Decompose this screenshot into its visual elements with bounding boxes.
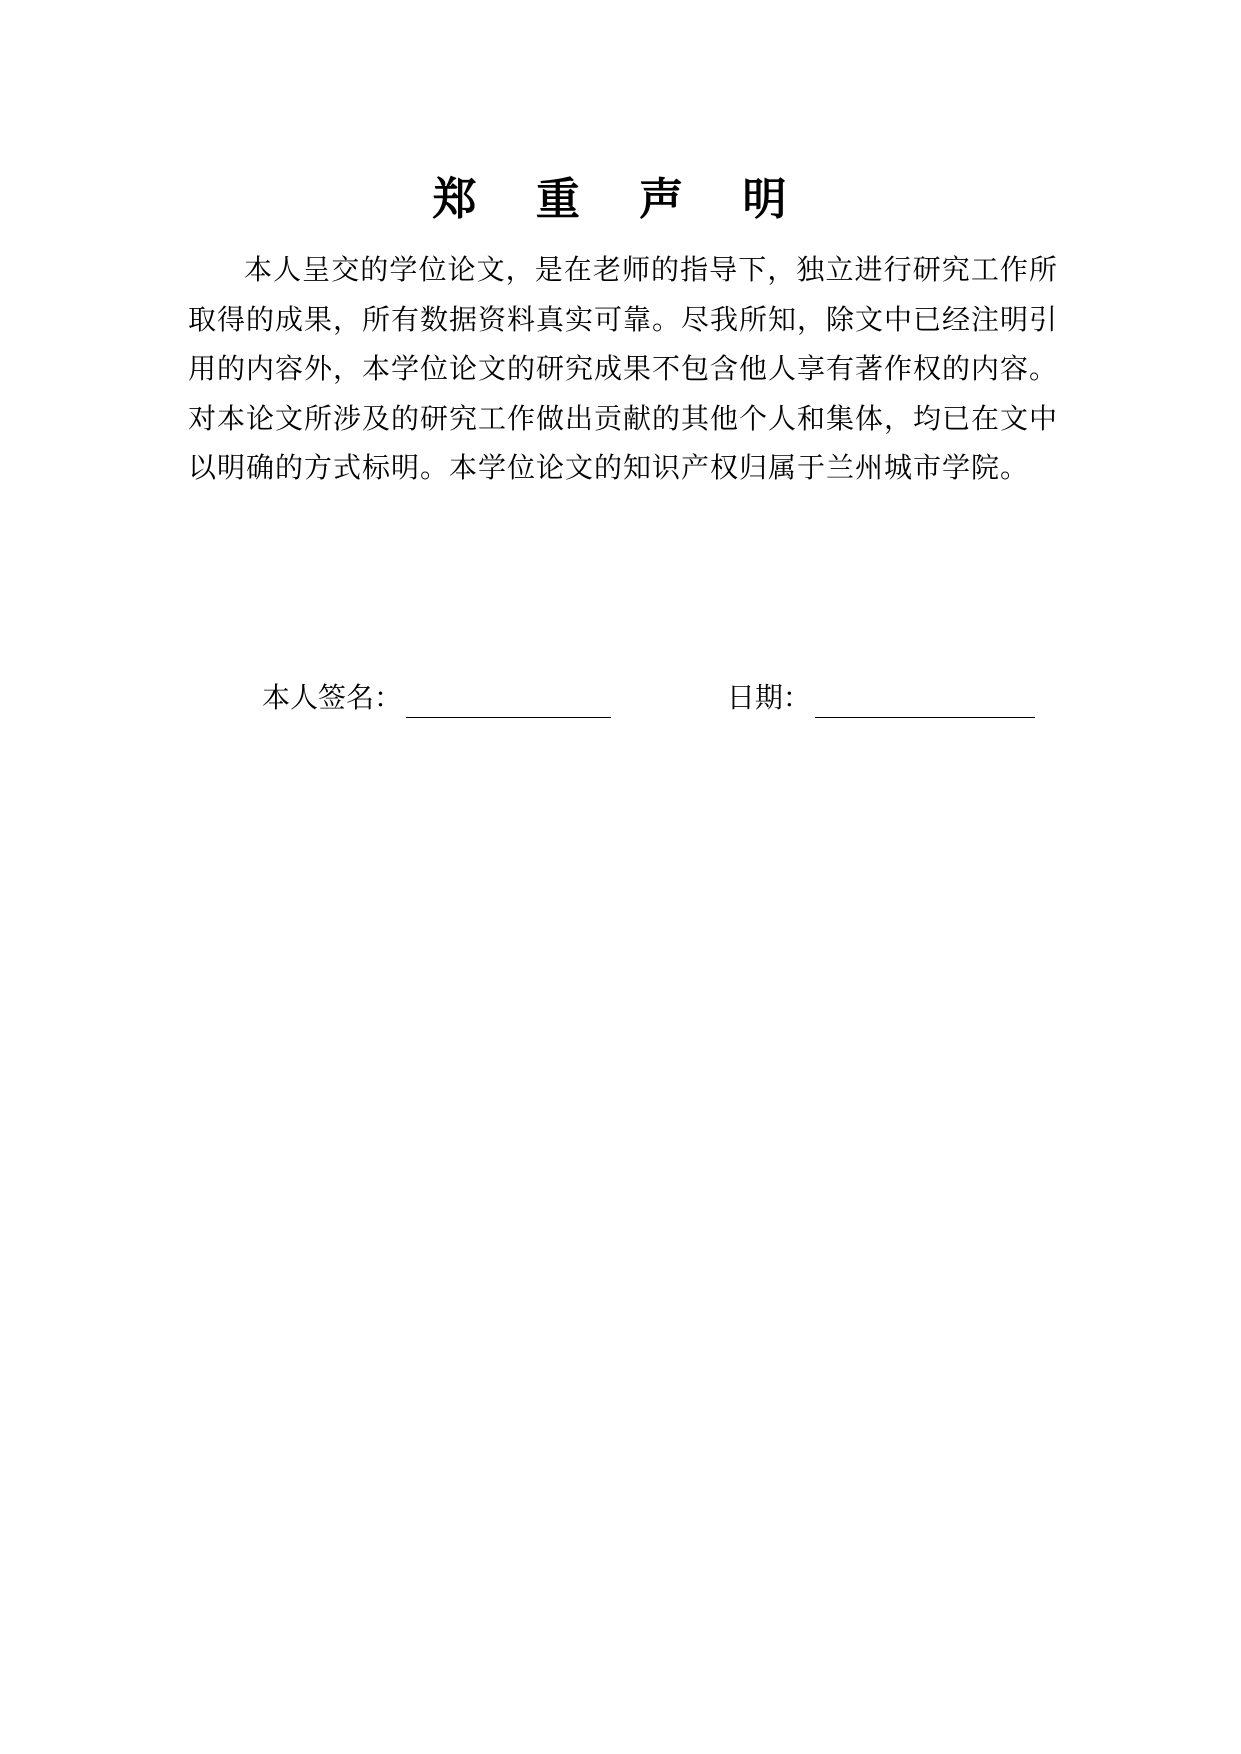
declaration-paragraph: 本人呈交的学位论文，是在老师的指导下，独立进行研究工作所取得的成果，所有数据资料真实可靠。尽我所知，除文中已经注明引用的内容外，本学位论文的研究成果不包含他人享有著作权的内容。对本论文所涉及的研究工作做出贡献的其他个人和集体，均已在文中以明确的方式标明。本学位论文的知识产权归属于兰州城市学院。 xyxy=(188,253,1059,484)
date-label: 日期： xyxy=(726,681,811,714)
signature-line xyxy=(406,687,611,718)
date-line xyxy=(815,687,1035,718)
signature-block xyxy=(262,678,611,718)
page-title: 郑 重 声 明 xyxy=(432,174,809,225)
signature-row xyxy=(262,678,1035,718)
signature-label: 本人签名： xyxy=(262,681,403,714)
date-block xyxy=(727,678,1035,718)
